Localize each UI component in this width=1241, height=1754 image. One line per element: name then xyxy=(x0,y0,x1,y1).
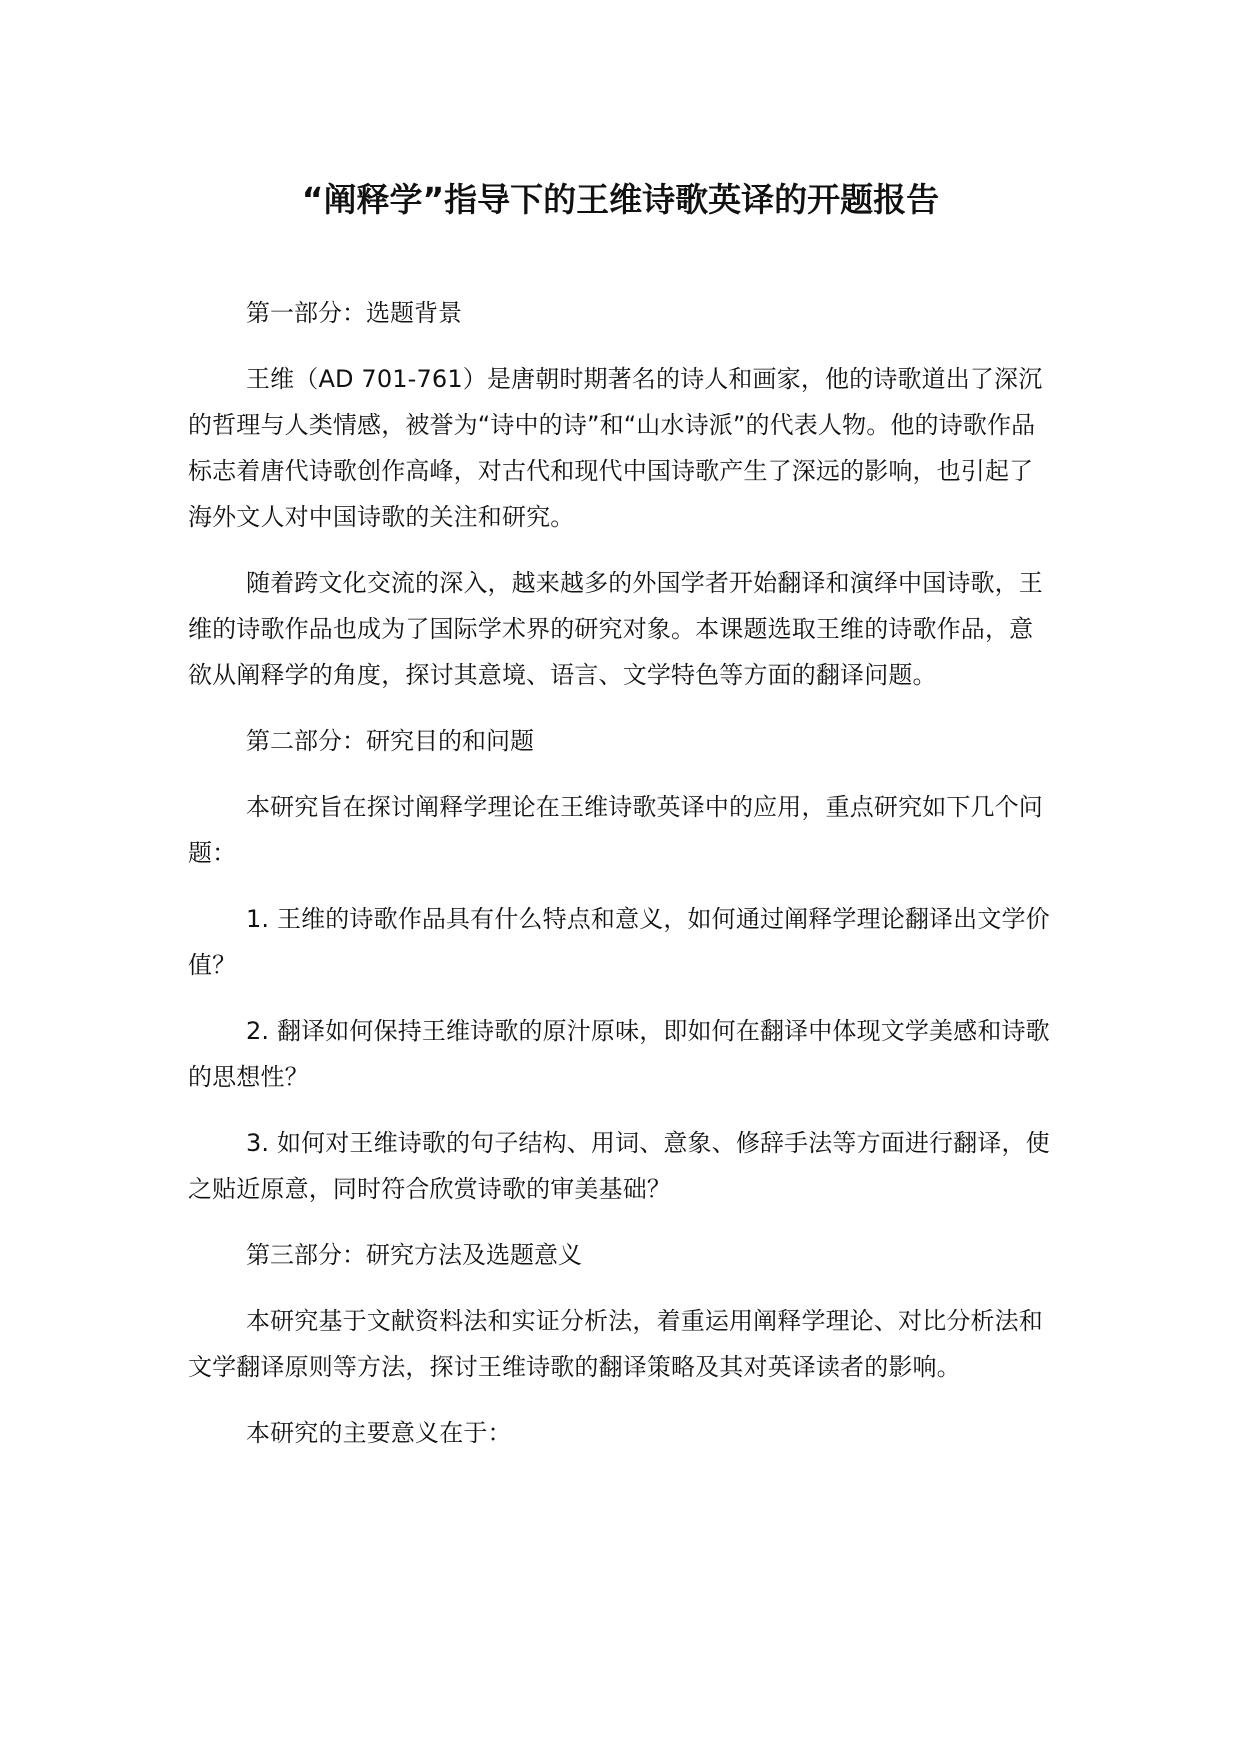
research-question-1: 1. 王维的诗歌作品具有什么特点和意义，如何通过阐释学理论翻译出文学价值？ xyxy=(188,905,1050,979)
method-paragraph: 本研究基于文献资料法和实证分析法，着重运用阐释学理论、对比分析法和文学翻译原则等方法，探讨王维诗歌的翻译策略及其对英译读者的影响。 xyxy=(188,1307,1043,1381)
research-question-2: 2. 翻译如何保持王维诗歌的原汁原味，即如何在翻译中体现文学美感和诗歌的思想性？ xyxy=(188,1017,1050,1091)
section-heading-2: 第二部分：研究目的和问题 xyxy=(246,727,534,755)
purpose-paragraph: 本研究旨在探讨阐释学理论在王维诗歌英译中的应用，重点研究如下几个问题： xyxy=(188,793,1043,867)
section-heading-1: 第一部分：选题背景 xyxy=(246,299,462,327)
significance-paragraph: 本研究的主要意义在于： xyxy=(246,1419,512,1447)
background-paragraph-2: 随着跨文化交流的深入，越来越多的外国学者开始翻译和演绎中国诗歌，王维的诗歌作品也成为了国际学术界的研究对象。本课题选取王维的诗歌作品，意欲从阐释学的角度，探讨其意境、语言、文学特色等方面的翻译问题。 xyxy=(188,569,1043,689)
document-title: “阐释学”指导下的王维诗歌英译的开题报告 xyxy=(301,180,940,219)
background-paragraph-1: 王维（AD 701-761）是唐朝时期著名的诗人和画家，他的诗歌道出了深沉的哲理与人类情感，被誉为“诗中的诗”和“山水诗派”的代表人物。他的诗歌作品标志着唐代诗歌创作高峰，对古代和现代中国诗歌产生了深远的影响，也引起了海外文人对中国诗歌的关注和研究。 xyxy=(188,365,1043,531)
section-heading-3: 第三部分：研究方法及选题意义 xyxy=(246,1241,582,1269)
research-question-3: 3. 如何对王维诗歌的句子结构、用词、意象、修辞手法等方面进行翻译，使之贴近原意，同时符合欣赏诗歌的审美基础？ xyxy=(188,1129,1050,1203)
document-body xyxy=(188,290,1053,1476)
